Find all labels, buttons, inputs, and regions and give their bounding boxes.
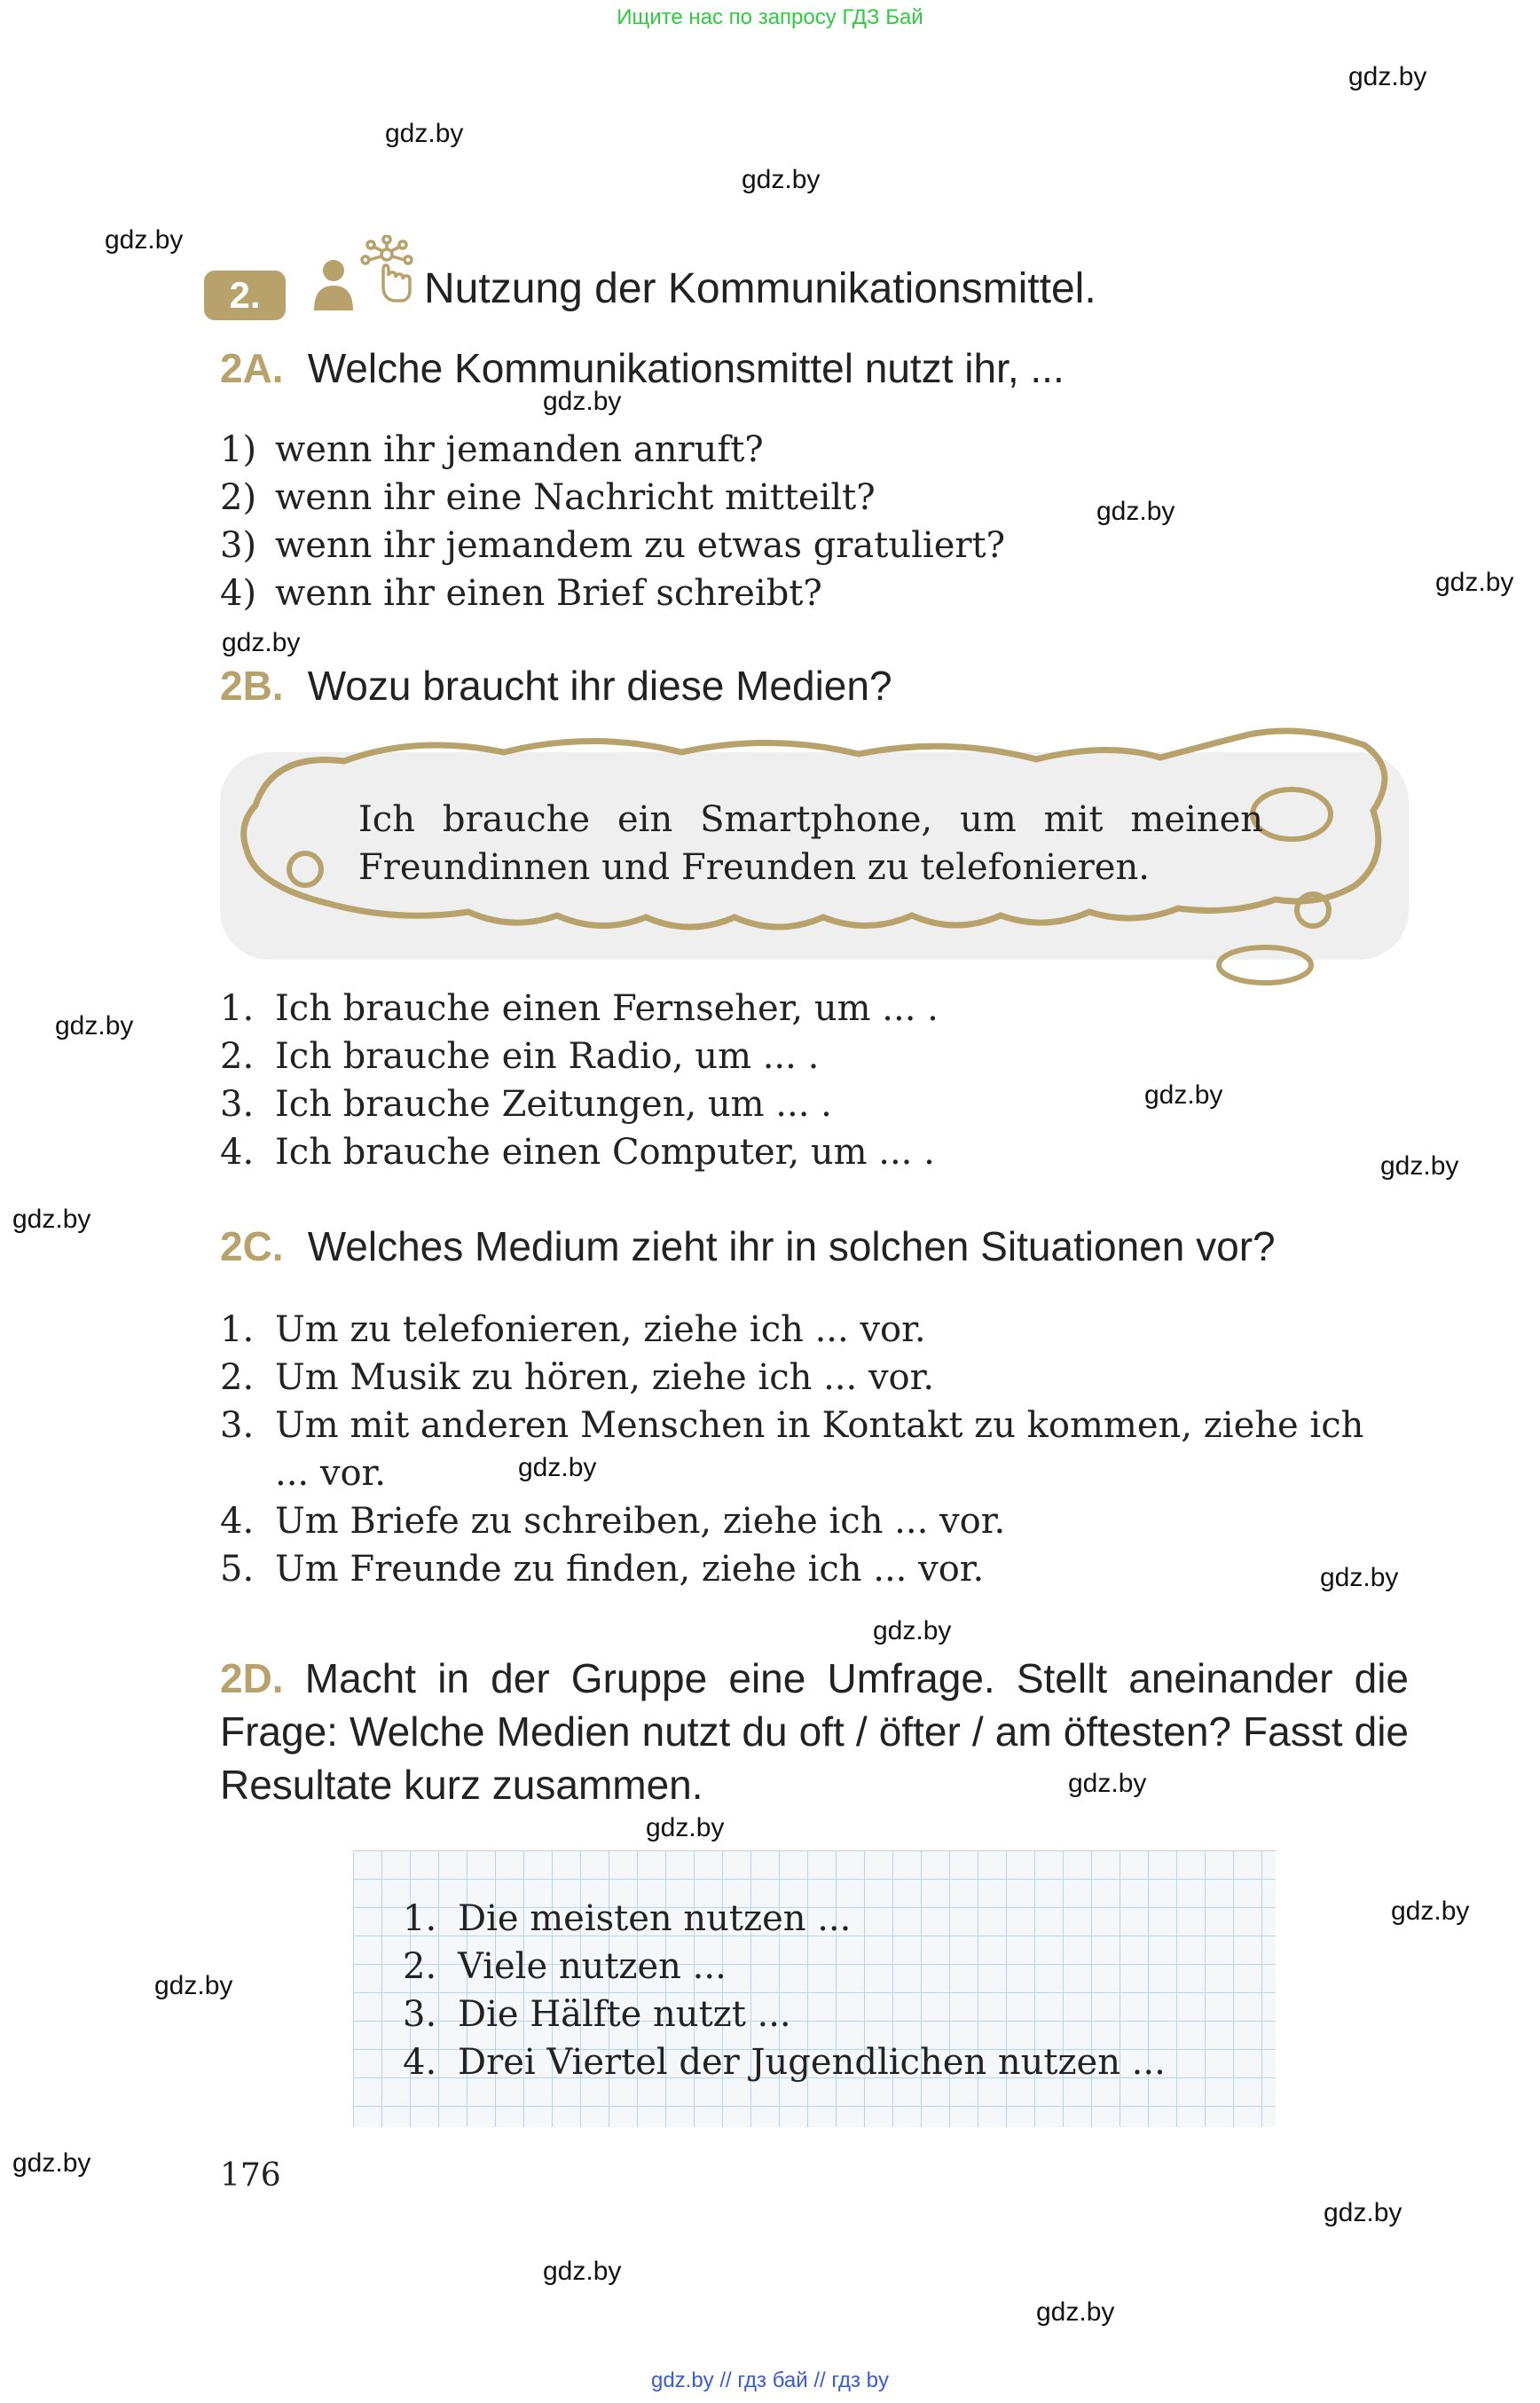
thought-bubble-text — [358, 796, 1263, 891]
watermark: gdz.by — [1096, 497, 1175, 526]
section-a-list — [220, 426, 1005, 617]
list-item: 3. Um mit anderen Menschen in Kontakt zu kommen, ziehe ich — [220, 1405, 1364, 1446]
watermark: gdz.by — [154, 1971, 233, 2000]
section-d-text: Macht in der Gruppe eine Umfrage. Stellt aneinander die Frage: Welche Medien nutzt du oft / öfter / am öftesten? Fasst die Resultate kurz zusammen. — [220, 1655, 1410, 1808]
watermark: gdz.by — [1320, 1563, 1399, 1592]
watermark: gdz.by — [12, 1205, 91, 1234]
watermark: gdz.by — [646, 1813, 725, 1842]
network-hand-icon — [357, 235, 417, 304]
watermark: gdz.by — [105, 225, 184, 255]
page-number: 176 — [220, 2157, 281, 2194]
watermark: gdz.by — [1391, 1896, 1470, 1926]
list-item: ... vor. — [275, 1453, 386, 1494]
watermark: gdz.by — [55, 1011, 134, 1041]
watermark: gdz.by — [543, 2257, 622, 2286]
list-item: 1. Ich brauche einen Fernseher, um ... . — [220, 988, 939, 1029]
section-d-label: 2D. — [220, 1655, 284, 1701]
section-b-list — [220, 985, 939, 1176]
watermark: gdz.by — [385, 119, 464, 148]
bubble-line: Freundinnen und Freunden zu telefonieren. — [358, 847, 1150, 888]
list-item: 3. Die Hälfte nutzt ... — [403, 1994, 791, 2035]
watermark: gdz.by — [543, 387, 622, 416]
list-item: 1) wenn ihr jemanden anruft? — [220, 429, 764, 470]
list-item: 1. Um zu telefonieren, ziehe ich ... vor. — [220, 1309, 926, 1350]
bottom-banner[interactable]: gdz.by // гдз бай // гдз by — [650, 2368, 890, 2392]
watermark: gdz.by — [1348, 62, 1427, 91]
list-item: 4. Um Briefe zu schreiben, ziehe ich ... vor. — [220, 1501, 1006, 1542]
list-item: 4. Ich brauche einen Computer, um ... . — [220, 1132, 935, 1173]
section-d-list — [403, 1895, 1166, 2086]
watermark: gdz.by — [1435, 568, 1514, 597]
list-item: 4) wenn ihr einen Brief schreibt? — [220, 573, 822, 614]
section-a-title: Welche Kommunikationsmittel nutzt ihr, ... — [307, 345, 1065, 391]
top-banner[interactable]: Ищите нас по запросу ГДЗ Бай — [617, 5, 923, 29]
watermark: gdz.by — [1324, 2198, 1402, 2227]
watermark: gdz.by — [1036, 2297, 1115, 2327]
section-c-heading — [220, 1222, 1276, 1270]
list-item: 2) wenn ihr eine Nachricht mitteilt? — [220, 477, 876, 518]
list-item: 1. Die meisten nutzen ... — [403, 1898, 852, 1939]
watermark: gdz.by — [742, 165, 821, 194]
section-b-title: Wozu braucht ihr diese Medien? — [307, 663, 892, 709]
watermark: gdz.by — [1068, 1769, 1147, 1798]
section-a-label: 2A. — [220, 345, 284, 391]
task-number-badge: 2. — [204, 271, 286, 320]
section-a-heading — [220, 344, 1065, 392]
section-c-list — [220, 1306, 1363, 1593]
list-item: 5. Um Freunde zu finden, ziehe ich ... vor. — [220, 1549, 985, 1590]
list-item: 3) wenn ihr jemandem zu etwas gratuliert? — [220, 525, 1006, 566]
section-c-label: 2C. — [220, 1223, 284, 1269]
bubble-line: Ich brauche ein Smartphone, um mit meinen — [358, 799, 1263, 840]
watermark: gdz.by — [518, 1453, 597, 1482]
list-item: 4. Drei Viertel der Jugendlichen nutzen ... — [403, 2042, 1166, 2083]
section-c-title: Welches Medium zieht ihr in solchen Situationen vor? — [307, 1223, 1276, 1269]
task-title: Nutzung der Kommunikationsmittel. — [424, 265, 1096, 312]
person-icon — [312, 257, 355, 312]
watermark: gdz.by — [222, 628, 301, 657]
list-item: 3. Ich brauche Zeitungen, um ... . — [220, 1084, 832, 1125]
watermark: gdz.by — [1144, 1080, 1223, 1110]
list-item: 2. Ich brauche ein Radio, um ... . — [220, 1036, 820, 1077]
section-d-paragraph — [220, 1652, 1409, 1811]
watermark: gdz.by — [873, 1616, 952, 1645]
section-b-label: 2B. — [220, 663, 284, 709]
list-item: 2. Um Musik zu hören, ziehe ich ... vor. — [220, 1357, 935, 1398]
watermark: gdz.by — [1380, 1151, 1459, 1181]
watermark: gdz.by — [12, 2148, 91, 2178]
section-b-heading — [220, 662, 892, 710]
list-item: 2. Viele nutzen ... — [403, 1946, 727, 1987]
